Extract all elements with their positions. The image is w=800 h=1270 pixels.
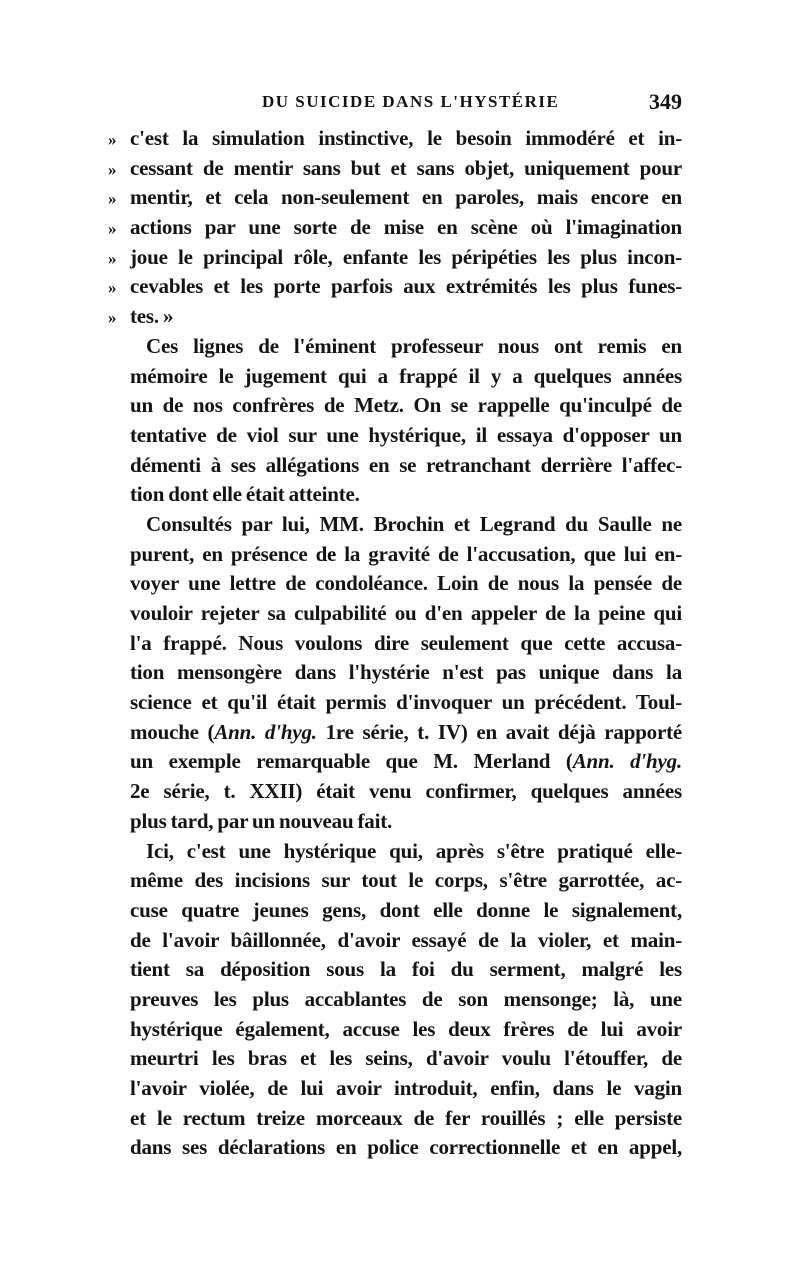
text-line: l'avoir violée, de lui avoir introduit, enfin, dans le vagin	[130, 1076, 682, 1100]
quote-mark: »	[108, 248, 117, 268]
paragraph-start-line: Ici, c'est une hystérique qui, après s'être pratiqué elle-	[146, 838, 682, 863]
page-number: 349	[649, 89, 682, 114]
text-line: hystérique également, accuse les deux frères de lui avoir	[130, 1016, 682, 1041]
text-line: voyer une lettre de condoléance. Loin de nous la pensée de	[130, 571, 682, 596]
text-line: cuse quatre jeunes gens, dont elle donne le signalement,	[130, 897, 682, 922]
text-line: de l'avoir bâillonnée, d'avoir essayé de la violer, et main-	[130, 927, 682, 952]
quote-mark: »	[108, 308, 117, 328]
quote-mark: »	[108, 189, 117, 209]
quote-mark: »	[108, 278, 117, 298]
text-line: » joue le principal rôle, enfante les péripéties les plus incon-	[108, 243, 682, 273]
text-line: l'a frappé. Nous voulons dire seulement que cette accusa-	[130, 630, 682, 655]
paragraph-start-line: Ces lignes de l'éminent professeur nous ont remis en	[146, 333, 682, 358]
quote-mark: »	[108, 130, 117, 149]
body-text	[108, 124, 683, 1163]
paragraph-start-line: Consultés par lui, MM. Brochin et Legrand du Saulle ne	[146, 511, 682, 536]
text-line: tion dont elle était atteinte.	[130, 482, 360, 507]
text-line: tentative de viol sur une hystérique, il essaya d'opposer un	[130, 422, 682, 447]
text-line: » cevables et les porte parfois aux extrémités les plus funes-	[108, 272, 682, 302]
text-line: vouloir rejeter sa culpabilité ou d'en appeler de la peine qui	[130, 601, 682, 625]
text-line: purent, en présence de la gravité de l'accusation, que lui en-	[130, 541, 682, 566]
text-line: un exemple remarquable que M. Merland (Ann. d'hyg.	[130, 749, 682, 774]
page-header	[130, 89, 682, 122]
text-line: » tes. »	[108, 302, 682, 332]
text-line: » actions par une sorte de mise en scène où l'imagination	[108, 213, 682, 243]
running-title: DU SUICIDE DANS L'HYSTÉRIE	[262, 92, 560, 111]
text-line: tient sa déposition sous la foi du serment, malgré les	[130, 957, 682, 982]
text-line: » c'est la simulation instinctive, le besoin immodéré et in-	[108, 124, 682, 154]
quote-mark: »	[108, 219, 117, 239]
text-line: démenti à ses allégations en se retranchant derrière l'affec-	[130, 452, 682, 477]
text-line: » cessant de mentir sans but et sans objet, uniquement pour	[108, 154, 682, 184]
text-line: science et qu'il était permis d'invoquer un précédent. Toul-	[130, 690, 682, 715]
text-line: mémoire le jugement qui a frappé il y a quelques années	[130, 363, 682, 388]
text-line: mouche (Ann. d'hyg. 1re série, t. IV) en avait déjà rapporté	[130, 719, 683, 744]
quote-mark: »	[108, 159, 117, 179]
text-line: 2e série, t. XXII) était venu confirmer, quelques années	[130, 779, 682, 804]
text-line: » mentir, et cela non-seulement en paroles, mais encore en	[108, 183, 682, 213]
text-line: plus tard, par un nouveau fait.	[130, 808, 393, 833]
text-line: un de nos confrères de Metz. On se rappelle qu'inculpé de	[130, 393, 682, 418]
citation-ann-hyg: Ann. d'hyg.	[572, 749, 682, 774]
text-line: dans ses déclarations en police correctionnelle et en appel,	[130, 1135, 682, 1160]
text-line: même des incisions sur tout le corps, s'être garrottée, ac-	[130, 868, 682, 893]
text-line: meurtri les bras et les seins, d'avoir voulu l'étouffer, de	[130, 1046, 682, 1071]
text-line: et le rectum treize morceaux de fer rouillés ; elle persiste	[130, 1105, 682, 1130]
citation-ann-hyg: Ann. d'hyg.	[214, 719, 317, 744]
text-line: preuves les plus accablantes de son mensonge; là, une	[130, 986, 682, 1011]
text-line: tion mensongère dans l'hystérie n'est pas unique dans la	[130, 660, 682, 685]
